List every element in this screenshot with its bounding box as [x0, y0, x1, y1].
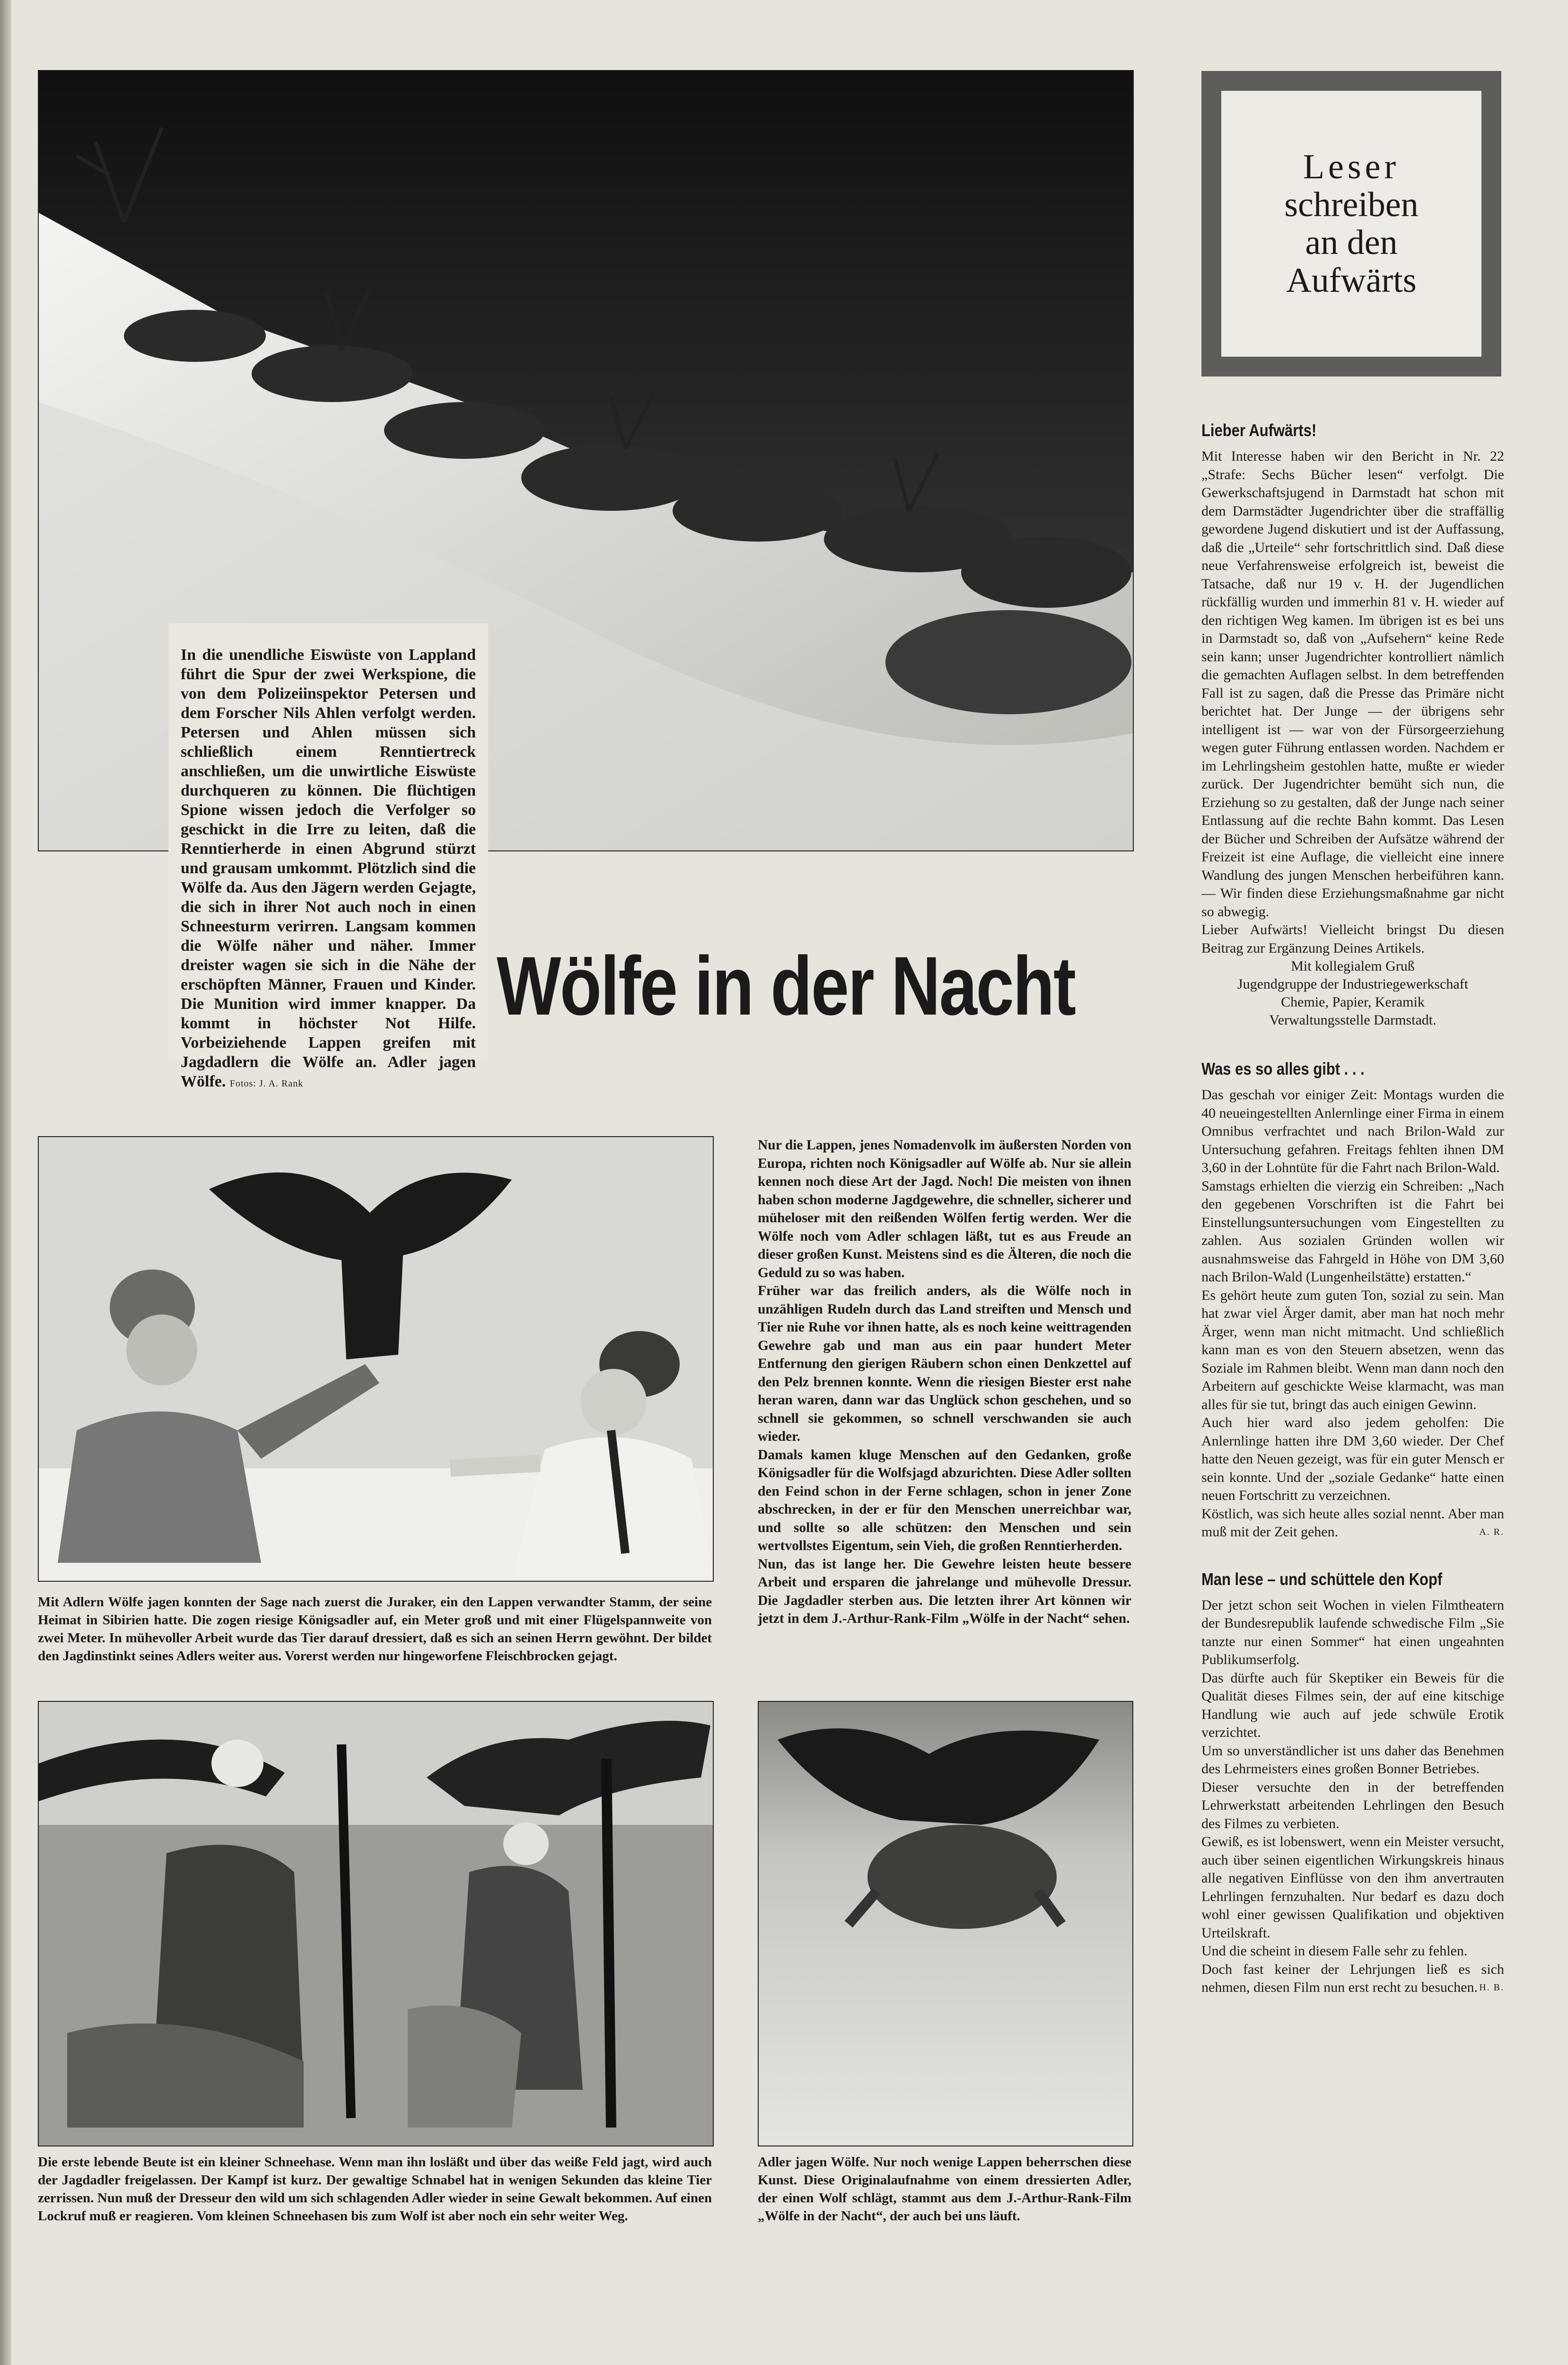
page-fold-shadow — [0, 0, 11, 2365]
article-body-paragraph: Früher war das freilich anders, als die Wölfe noch in unzähligen Rudeln durch das Land streiften und Mensch und Tier nie Ruhe vor ihnen hatte, als es noch keine weittragenden Gewehre gab und man aus ein paar hundert Meter Entfernung den gierigen Räubern schon einen Denkzettel auf den Pelz brennen konnte. Wenn die riesigen Biester erst nahe heran waren, dann war das Unglück schon geschehen, und so schnell sie gekommen, so schnell verschwanden sie auch wieder. — [758, 1283, 1131, 1444]
letter3-initials: H. B. — [1479, 1982, 1504, 1993]
article-body-paragraph: Nur die Lappen, jenes Nomadenvolk im äußersten Norden von Europa, richten noch Königsadler auf Wölfe ab. Nur sie allein kennen noch diese Art der Jagd. Noch! Die meisten von ihnen haben schon moderne Jagdgewehre, die schneller, sicherer und müheloser mit den reißenden Wölfen fertig werden. Wer die Wölfe noch vom Adler schlagen läßt, tut es aus Freude an dieser großen Kunst. Meistens sind es die Älteren, die noch die Geduld zu so was haben. — [758, 1138, 1131, 1280]
masthead-box — [1201, 71, 1501, 377]
masthead-line-3: an den — [1305, 223, 1398, 262]
letter1-signature — [1201, 957, 1504, 1029]
letter3-paragraph: Um so unverständlicher ist uns daher das Benehmen des Lehrmeisters eines großen Bonner Betriebes. — [1201, 1743, 1504, 1777]
letter1-sig-line: Chemie, Papier, Keramik — [1281, 994, 1425, 1010]
eagle-caption: Mit Adlern Wölfe jagen konnten der Sage nach zuerst die Juraker, ein den Lappen verwandter Stamm, der seine Heimat in Sibirien hatte. Die zogen riesige Königsadler auf, ein Meter groß und mit einer Flügelspannweite von zwei Meter. In mühevoller Arbeit wurde das Tier darauf dressiert, daß es sich an seinen Herrn gewöhnt. Der bildet den Jagdinstinkt seines Adlers weiter aus. Vorerst werden nur hingeworfene Fleischbrocken gejagt. — [38, 1594, 712, 1664]
letter2-paragraph: Es gehört heute zum guten Ton, sozial zu sein. Man hat zwar viel Ärger damit, aber man hat noch mehr Ärger, wenn man nicht mitmacht. Und schließlich kann man es von den Steuern absetzen, wenn das Soziale im Rahmen bleibt. Wenn man dann noch den Arbeitern auf geschickte Weise klarmacht, was man alles für sie tut, bringt das auch einigen Gewinn. — [1201, 1287, 1504, 1412]
letter2-paragraph: Köstlich, was sich heute alles sozial nennt. Aber man muß mit der Zeit gehen. A. R. — [1201, 1505, 1504, 1542]
eagle-handlers-photo — [38, 1136, 714, 1582]
letter3-paragraph: Und die scheint in diesem Falle sehr zu fehlen. — [1201, 1943, 1468, 1959]
masthead-line-1: Leser — [1303, 148, 1400, 186]
letter2-paragraph: Auch hier ward also jedem geholfen: Die Anlernlinge hatten ihre DM 3,60 wieder. Der Chef hatte den Neuen gezeigt, was für ein guter Mensch er sein konnte. Und der „soziale Gedanke“ hatte einen neuen Fortschritt zu verzeichnen. — [1201, 1415, 1504, 1503]
letter1-paragraph: Lieber Aufwärts! Vielleicht bringst Du diesen Beitrag zur Ergänzung Deines Artikels. — [1201, 922, 1504, 956]
article-headline: Wölfe in der Nacht — [497, 940, 1075, 1033]
intro-text-box — [168, 623, 488, 1090]
riders-caption: Die erste lebende Beute ist ein kleiner Schneehase. Wenn man ihn losläßt und über das weiße Feld jagt, wird auch der Jagdadler freigelassen. Der Kampf ist kurz. Der gewaltige Schnabel hat in wenigen Sekunden das kleine Tier zerrissen. Nun muß der Dresseur den wild um sich schlagenden Adler wieder in seine Gewalt bekommen. Auf einen Lockruf muß er reagieren. Vom kleinen Schneehasen bis zum Wolf ist aber noch ein sehr weiter Weg. — [38, 2155, 712, 2224]
hunting-caption: Adler jagen Wölfe. Nur noch wenige Lappen beherrschen diese Kunst. Diese Originalaufnahme von einem dressierten Adler, der einen Wolf schlägt, stammt aus dem J.-Arthur-Rank-Film „Wölfe in der Nacht“, der auch bei uns läuft. — [758, 2155, 1131, 2224]
letters-column — [1201, 420, 1504, 1997]
letter1-title: Lieber Aufwärts! — [1201, 420, 1317, 440]
letter3-paragraph: Doch fast keiner der Lehrjungen ließ es sich nehmen, diesen Film nun erst recht zu besuchen. H. B. — [1201, 1961, 1504, 1997]
article-body-paragraph: Damals kamen kluge Menschen auf den Gedanken, große Königsadler für die Wolfsjagd abzurichten. Diese Adler sollten den Feind schon in der Ferne schlagen, schon in jener Zone abschrecken, in der er für den Menschen unerreichbar war, und sollte so alle schützen: den Menschen und sein wertvollstes Eigentum, sein Vieh, die großen Renntierherden. — [758, 1447, 1131, 1553]
letter1-paragraph: Mit Interesse haben wir den Bericht in Nr. 22 „Strafe: Sechs Bücher lesen“ verfolgt. Die Gewerkschaftsjugend in Darmstadt hat schon mit dem Darmstädter Jugendrichter über die straffällig gewordene Jugend diskutiert und ist der Auffassung, daß die „Urteile“ sehr fortschrittlich sind. Daß diese neue Verfahrensweise erfolgreich ist, beweist die Tatsache, daß nur 19 v. H. der Jugendlichen rückfällig wurden und immerhin 81 v. H. wieder auf den richtigen Weg kamen. Im übrigen ist es bei uns in Darmstadt so, daß von „Aufsehern“ keine Rede sein kann; unser Jugendrichter kontrolliert nämlich die gemachten Auflagen selbst. In dem betreffenden Fall ist zu sagen, daß die Presse das Primäre nicht berichtet hat. Der Junge — der übrigens sehr intelligent ist — war von der Fürsorgeerziehung wegen guter Führung entlassen worden. Nachdem er im Lehrlingsheim gestohlen hatte, mußte er wieder zurück. Der Jugendrichter bemüht sich nun, die Erziehung so zu gestalten, daß der Junge nach seiner Entlassung auf die rechte Bahn kommt. Das Lesen der Bücher und Schreiben der Aufsätze während der Freizeit ist eine Auflage, die vielleicht eine innere Wandlung des jungen Menschen herbeiführen kann. — Wir finden diese Erziehungsmaßnahme gar nicht so abwegig. — [1201, 448, 1504, 920]
masthead-line-2: schreiben — [1284, 185, 1419, 224]
article-body — [758, 1136, 1131, 1628]
masthead-line-4: Aufwärts — [1286, 261, 1417, 300]
letter1-sig-line: Jugendgruppe der Industriegewerkschaft — [1237, 976, 1469, 992]
letter2-title: Was es so alles gibt . . . — [1201, 1059, 1365, 1078]
letter3-title: Man lese – und schüttele den Kopf — [1201, 1569, 1443, 1589]
letter2-initials: A. R. — [1479, 1527, 1504, 1537]
letter2-paragraph: Samstags erhielten die vierzig ein Schreiben: „Nach den gegebenen Vorschriften ist die Fahrt bei Einstellungsuntersuchungen vom Eingestellten zu zahlen. Aus sozialen Gründen wollen wir ausnahmsweise das Fahrgeld in Höhe von DM 3,60 nach Brilon-Wald (Lungenheilstätte) erstatten.“ — [1201, 1178, 1504, 1285]
letter3-paragraph: Der jetzt schon seit Wochen in vielen Filmtheatern der Bundesrepublik laufende schwedische Film „Sie tanzte nur einen Sommer“ hat einen ungeahnten Publikumserfolg. — [1201, 1597, 1504, 1667]
riders-with-eagles-photo — [38, 1701, 714, 2146]
letter3-paragraph: Das dürfte auch für Skeptiker ein Beweis für die Qualität dieses Filmes sein, der auf eine kitschige Handlung wie auch auf jede schwüle Erotik verzichtet. — [1201, 1670, 1504, 1740]
letter3-paragraph: Dieser versuchte den in der betreffenden Lehrwerkstatt arbeitenden Lehrlingen den Besuch des Filmes zu verbieten. — [1201, 1779, 1504, 1831]
intro-text: In die unendliche Eiswüste von Lappland führt die Spur der zwei Werkspione, die von dem Polizeiinspektor Petersen und dem Forscher Nils Ahlen verfolgt werden. Petersen und Ahlen müssen sich schließlich einem Renntiertreck anschließen, um die unwirtliche Eiswüste durchqueren zu können. Die flüchtigen Spione wissen jedoch die Verfolger so geschickt in die Irre zu leiten, daß die Renntierherde in einen Abgrund stürzt und grausam umkommt. Plötzlich sind die Wölfe da. Aus den Jägern werden Gejagte, die sich in ihrer Not auch noch in einen Schneesturm verirren. Langsam kommen die Wölfe näher und näher. Immer dreister wagen sie sich in die Nähe der erschöpften Männer, Frauen und Kinder. Die Munition wird immer knapper. Da kommt in höchster Not Hilfe. Vorbeiziehende Lappen greifen mit Jagdadlern die Wölfe an. Adler jagen Wölfe. Fotos: J. A. Rank — [181, 646, 476, 1090]
letter3-paragraph: Gewiß, es ist lobenswert, wenn ein Meister versucht, auch über seinen eigentlichen Wirkungskreis hinaus alle negativen Einflüsse von den ihm anvertrauten Lehrlingen fernzuhalten. Nur bedarf es dazu doch wohl einer gewissen Qualifikation und objektiven Urteilskraft. — [1201, 1834, 1504, 1941]
letter1-greeting: Mit kollegialem Gruß — [1291, 958, 1415, 974]
letter2-paragraph: Das geschah vor einiger Zeit: Montags wurden die 40 neueingestellten Anlernlinge einer Firma in einem Omnibus verfrachtet und nach Brilon-Wald zur Untersuchung gefahren. Freitags fehlten ihnen DM 3,60 in der Lohntüte für die Fahrt nach Brilon-Wald. — [1201, 1087, 1504, 1175]
eagle-hunting-photo — [758, 1701, 1133, 2146]
letter1-sig-line: Verwaltungsstelle Darmstadt. — [1269, 1012, 1437, 1028]
article-body-paragraph: Nun, das ist lange her. Die Gewehre leisten heute bessere Arbeit und ersparen die jahrelange und mühevolle Dressur. Die Jagdadler sterben aus. Die letzten ihrer Art können wir jetzt in dem J.-Arthur-Rank-Film „Wölfe in der Nacht“ sehen. — [758, 1556, 1131, 1626]
photo-credit: Fotos: J. A. Rank — [229, 1078, 304, 1089]
